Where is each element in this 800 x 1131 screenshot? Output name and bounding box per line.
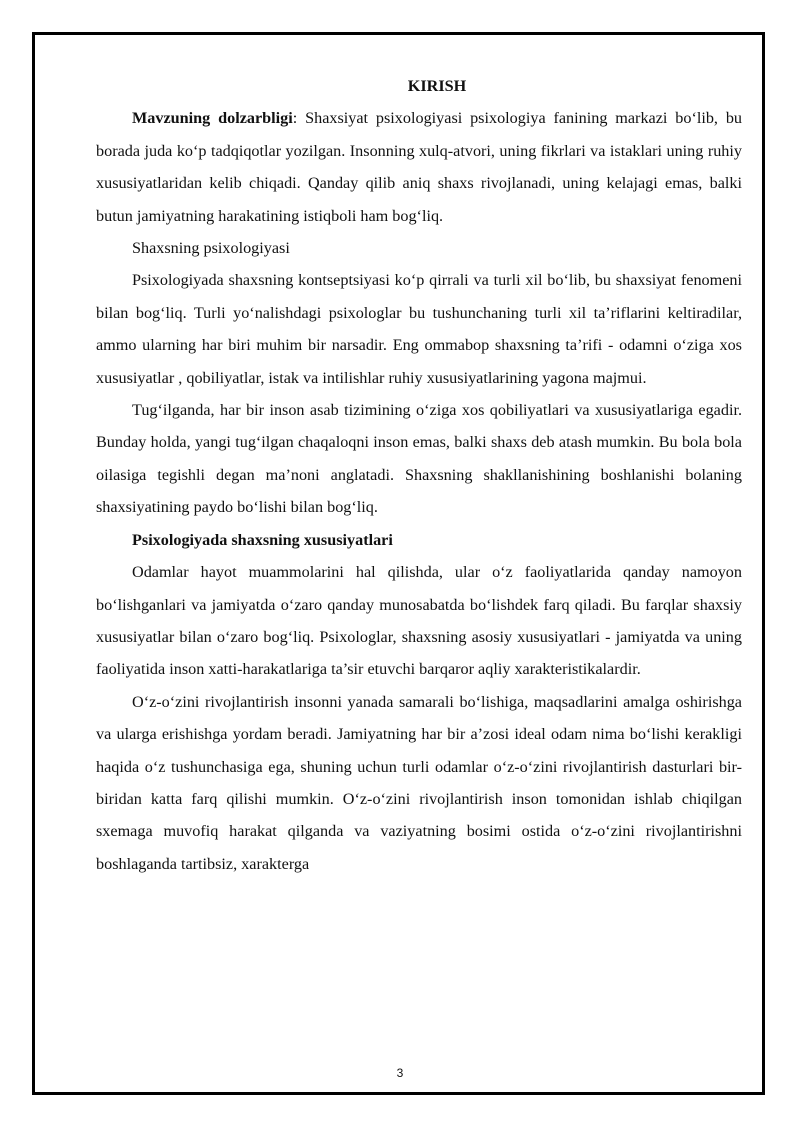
intro-paragraph: [96, 102, 742, 232]
intro-text: Shaxsiyat psixologiyasi psixologiya fanining markazi bo‘lib, bu borada juda ko‘p tadqiqotlar yozilgan. Insonning xulq-atvori, uning fikrlari va istaklari uning ruhiy xususiyatlaridan kelib chiqadi. Qanday qilib aniq shaxs rivojlanadi, uning kelajagi emas, balki butun jamiyatning harakatining istiqboli ham bog‘liq.: [96, 109, 743, 225]
document-title: KIRISH: [407, 77, 467, 95]
paragraph-birth: Tug‘ilganda, har bir inson asab tizimining o‘ziga xos qobiliyatlari va xususiyatlariga egadir. Bunday holda, yangi tug‘ilgan chaqaloqni inson emas, balki shaxs deb atash mumkin. Bu bola bola oilasiga tegishli degan ma’noni anglatadi. Shaxsning shakllanishining boshlanishi bolaning shaxsiyatining paydo bo‘lishi bilan bog‘liq.: [96, 401, 742, 517]
page-number: 3: [396, 1066, 404, 1080]
paragraph-self-development: O‘z-o‘zini rivojlantirish insonni yanada samarali bo‘lishiga, maqsadlarini amalga oshirishga va ularga erishishga yordam beradi. Jamiyatning har bir a’zosi ideal odam nima bo‘lishi kerakligi haqida o‘z tushunchasiga ega, shuning uchun turli odamlar o‘z-o‘zini rivojlantirish dasturlari bir-biridan katta farq qilishi mumkin. O‘z-o‘zini rivojlantirish inson tomonidan ishlab chiqilgan sxemaga muvofiq harakat qilganda va vaziyatning bosimi ostida o‘z-o‘zini rivojlantirishni boshlaganda tartibsiz, xarakterga: [96, 692, 742, 873]
subheading-personality-traits: Psixologiyada shaxsning xususiyatlari: [132, 530, 393, 549]
subheading-personality-psychology: Shaxsning psixologiyasi: [132, 239, 290, 258]
intro-separator: :: [292, 109, 306, 128]
document-body: [96, 70, 742, 880]
intro-lead: Mavzuning dolzarbligi: [132, 109, 293, 128]
paragraph-differences: Odamlar hayot muammolarini hal qilishda, ular o‘z faoliyatlarida qanday namoyon bo‘lishganlari va jamiyatda o‘zaro qanday munosabatda bo‘lishdek farq qiladi. Bu farqlar shaxsiy xususiyatlar bilan o‘zaro bog‘liq. Psixologlar, shaxsning asosiy xususiyatlari - jamiyatda va uning faoliyatida inson xatti-harakatlariga ta’sir etuvchi barqaror aqliy xarakteristikalardir.: [96, 563, 742, 679]
paragraph-concept: Psixologiyada shaxsning kontseptsiyasi ko‘p qirrali va turli xil bo‘lib, bu shaxsiyat fenomeni bilan bog‘liq. Turli yo‘nalishdagi psixologlar bu tushunchaning turli xil ta’riflarini keltiradilar, ammo ularning har biri muhim bir narsadir. Eng ommabop shaxsning ta’rifi - odamni o‘ziga xos xususiyatlar , qobiliyatlar, istak va intilishlar ruhiy xususiyatlarining yagona majmui.: [96, 271, 742, 387]
